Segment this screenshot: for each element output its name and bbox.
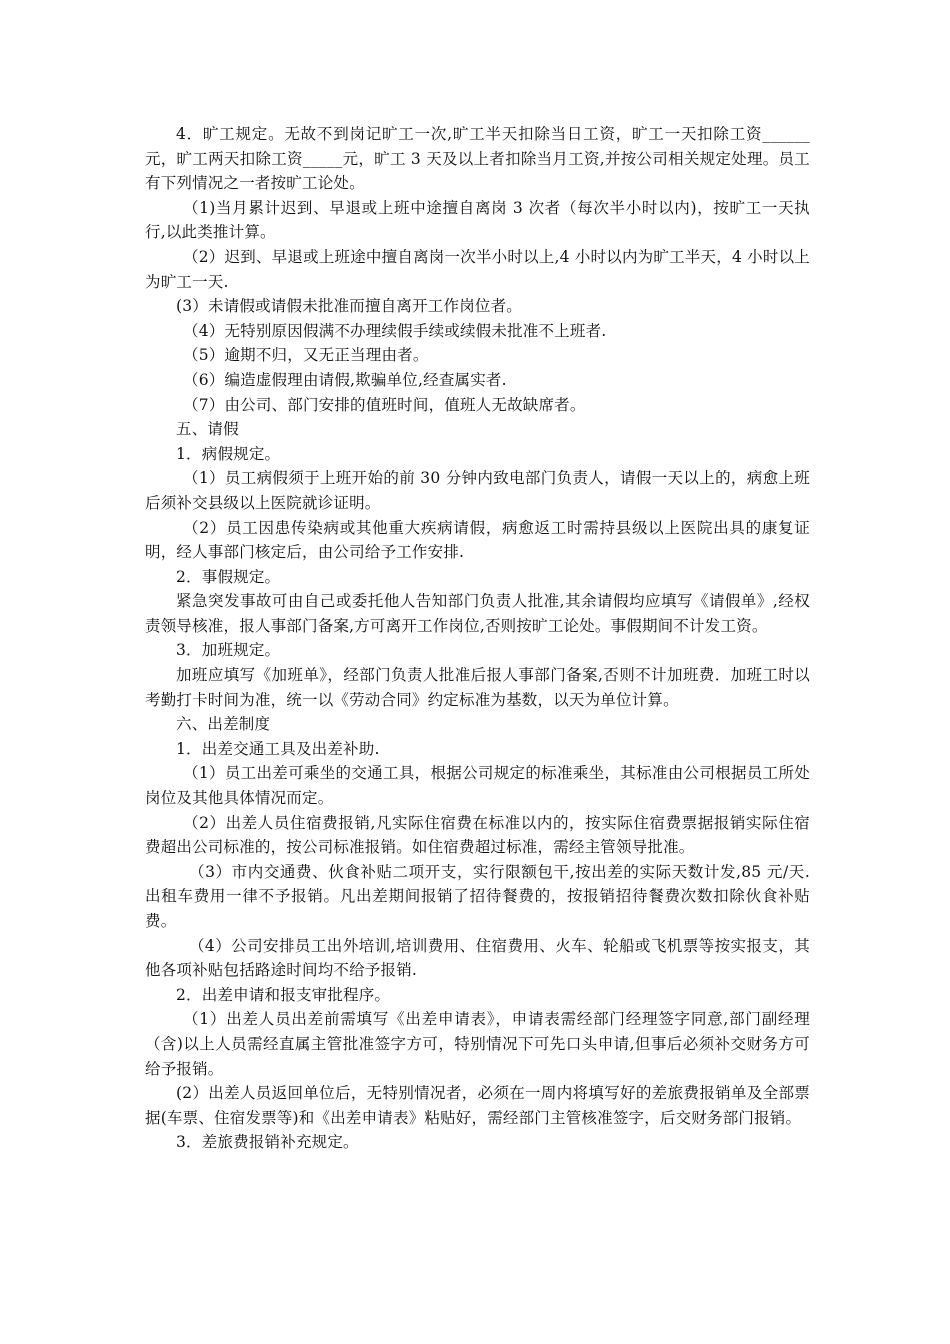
paragraph-absenteeism-item-2: （2）迟到、早退或上班途中擅自离岗一次半小时以上,4 小时以内为旷工半天，4 小时以上为旷工一天. (145, 247, 810, 291)
subheading-travel-transport: 1．出差交通工具及出差补助. (176, 739, 380, 758)
paragraph-absenteeism-item-1: （1)当月累计迟到、早退或上班中途擅自离岗 3 次者（每次半小时以内)，按旷工一天执行,以此类推计算。 (145, 198, 810, 242)
subheading-overtime: 3．加班规定。 (176, 641, 281, 660)
paragraph-absenteeism-rule: 4．旷工规定。无故不到岗记旷工一次,旷工半天扣除当日工资，旷工一天扣除工资______元，旷工两天扣除工资_____元，旷工 3 天及以上者扣除当月工资,并按公司相关规定处理。员工有下列情况之一者按旷工论处。 (145, 125, 810, 193)
paragraph-overtime: 加班应填写《加班单》，经部门负责人批准后报人事部门备案,否则不计加班费．加班工时以考勤打卡时间为准，统一以《劳动合同》约定标准为基数，以天为单位计算。 (145, 666, 810, 709)
paragraph-travel-transport-3: （3）市内交通费、伙食补贴二项开支，实行限额包干,按出差的实际天数计发,85 元/天.出租车费用一律不予报销。凡出差期间报销了招待餐费的，按报销招待餐费次数扣除伙食补贴费。 (145, 862, 810, 930)
paragraph-absenteeism-item-3: (3）未请假或请假未批准而擅自离开工作岗位者。 (176, 297, 523, 316)
section-heading-leave: 五、请假 (176, 420, 239, 439)
paragraph-absenteeism-item-5: （5）逾期不归，又无正当理由者。 (183, 346, 429, 365)
paragraph-absenteeism-item-7: （7）由公司、部门安排的值班时间，值班人无故缺席者。 (183, 395, 586, 414)
paragraph-travel-approval-2: (2）出差人员返回单位后，无特别情况者，必须在一周内将填写好的差旅费报销单及全部票据(车票、住宿发票等)和《出差申请表》粘贴好，需经部门主管核准签字，后交财务部门报销。 (145, 1084, 810, 1127)
paragraph-absenteeism-item-6: （6）编造虚假理由请假,欺骗单位,经查属实者. (183, 370, 507, 389)
paragraph-absenteeism-item-4: （4）无特别原因假满不办理续假手续或续假未批准不上班者. (183, 321, 607, 340)
subheading-sick-leave: 1．病假规定。 (176, 444, 281, 463)
paragraph-sick-leave-1: （1）员工病假须于上班开始的前 30 分钟内致电部门负责人，请假一天以上的，病愈上班后须补交县级以上医院就诊证明。 (145, 469, 810, 512)
subheading-travel-expense-supplement: 3．差旅费报销补充规定。 (176, 1133, 359, 1152)
subheading-personal-leave: 2．事假规定。 (176, 567, 281, 586)
paragraph-personal-leave: 紧急突发事故可由自己或委托他人告知部门负责人批准,其余请假均应填写《请假单》,经权责领导核准，报人事部门备案,方可离开工作岗位,否则按旷工论处。事假期间不计发工资。 (145, 592, 810, 635)
paragraph-travel-transport-4: （4）公司安排员工出外培训,培训费用、住宿费用、火车、轮船或飞机票等按实报支，其他各项补贴包括路途时间均不给予报销. (145, 936, 810, 980)
section-heading-business-travel: 六、出差制度 (176, 715, 271, 734)
paragraph-travel-transport-1: （1）员工出差可乘坐的交通工具，根据公司规定的标准乘坐，其标准由公司根据员工所处岗位及其他具体情况而定。 (145, 764, 810, 808)
paragraph-travel-transport-2: （2）出差人员住宿费报销,凡实际住宿费在标准以内的，按实际住宿费票据报销实际住宿费超出公司标准的，按公司标准报销。如住宿费超过标准，需经主管领导批准。 (145, 813, 810, 857)
paragraph-sick-leave-2: （2）员工因患传染病或其他重大疾病请假，病愈返工时需持县级以上医院出具的康复证明，经人事部门核定后，由公司给予工作安排. (145, 518, 810, 562)
subheading-travel-approval: 2．出差申请和报支审批程序。 (176, 985, 391, 1004)
paragraph-travel-approval-1: （1）出差人员出差前需填写《出差申请表》，申请表需经部门经理签字同意,部门副经理（含)以上人员需经直属主管批准签字方可，特别情况下可先口头申请,但事后必须补交财务方可给予报销。 (145, 1010, 810, 1078)
document-page (145, 122, 810, 1155)
